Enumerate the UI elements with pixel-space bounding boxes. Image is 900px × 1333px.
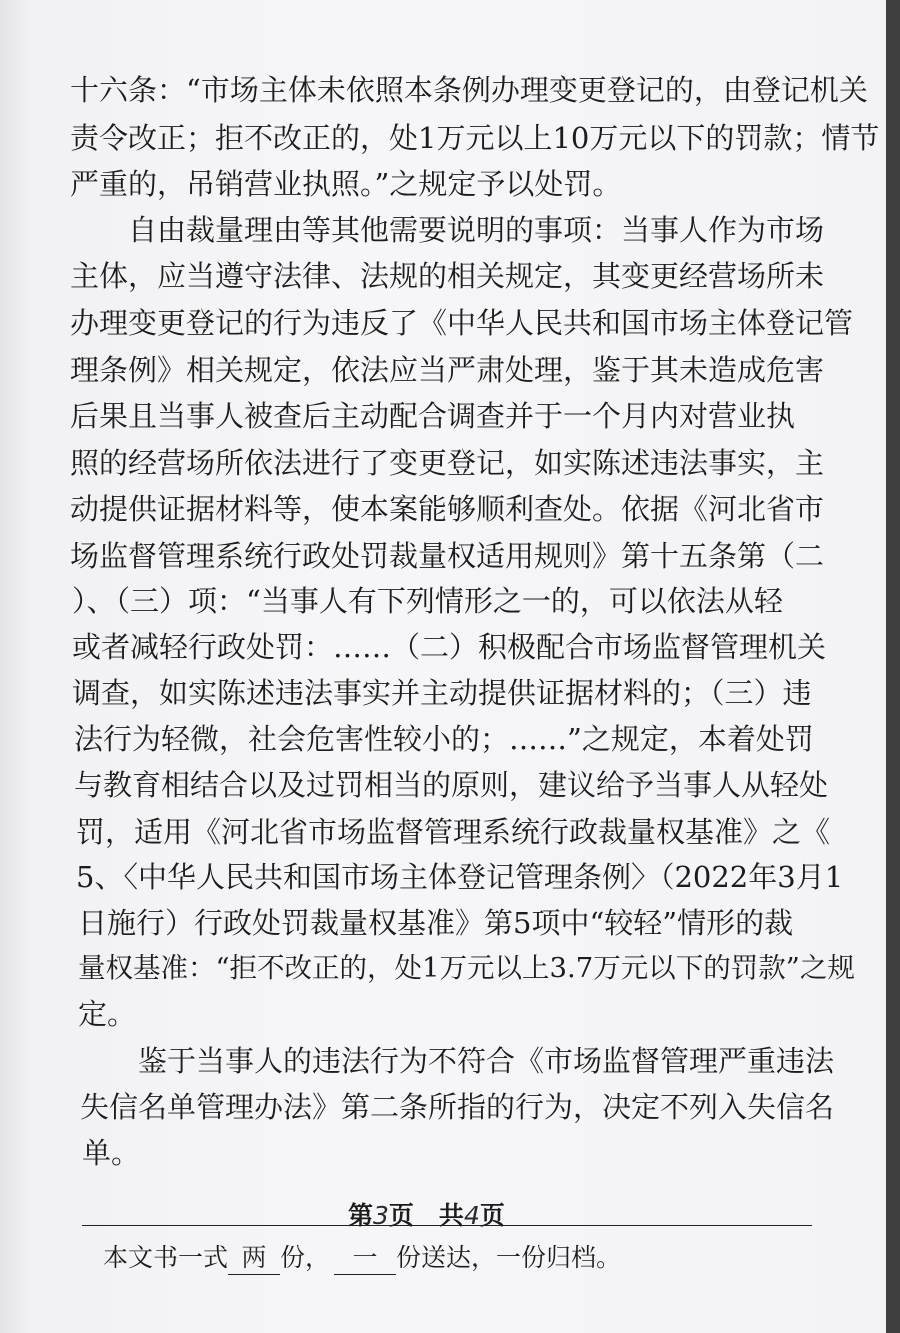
page-total-handwritten: 4 [463, 1201, 480, 1230]
body-line-19: 日施行）行政处罚裁量权基准》第5项中“较轻”情形的裁 [78, 906, 794, 940]
body-line-6: 办理变更登记的行为违反了《中华人民共和国市场主体登记管 [70, 306, 854, 340]
body-line-22: 鉴于当事人的违法行为不符合《市场监督管理严重违法 [80, 1044, 835, 1078]
page-number [348, 1196, 505, 1232]
body-line-7: 理条例》相关规定，依法应当严肃处理，鉴于其未造成危害 [70, 353, 825, 387]
body-line-5: 主体，应当遵守法律、法规的相关规定，其变更经营场所未 [70, 259, 825, 293]
page-prefix: 第 [348, 1201, 374, 1230]
copies-suffix: 份送达，一份归档。 [396, 1243, 622, 1272]
body-line-23: 失信名单管理办法》第二条所指的行为，决定不列入失信名 [80, 1090, 835, 1124]
page-current-handwritten: 3 [373, 1201, 389, 1230]
body-line-10: 动提供证据材料等，使本案能够顺利查处。依据《河北省市 [70, 492, 825, 526]
copies-note [103, 1238, 621, 1275]
body-line-16: 与教育相结合以及过罚相当的原则，建议给予当事人从轻处 [74, 768, 829, 802]
body-line-18: 5、〈中华人民共和国市场主体登记管理条例〉（2022年3月1 [76, 860, 844, 894]
copies-total-field: 两 [228, 1238, 280, 1275]
copies-served-field: 一 [334, 1238, 396, 1275]
body-line-11: 场监督管理系统行政处罚裁量权适用规则》第十五条第（二 [70, 539, 825, 573]
body-line-9: 照的经营场所依法进行了变更登记，如实陈述违法事实，主 [70, 446, 825, 480]
page-edge-shadow [0, 0, 30, 1333]
body-line-1: 十六条：“市场主体未依照本条例办理变更登记的，由登记机关 [70, 73, 868, 107]
footer-divider [82, 1225, 812, 1226]
body-line-2: 责令改正；拒不改正的，处1万元以上10万元以下的罚款；情节 [70, 121, 880, 155]
body-line-15: 法行为轻微，社会危害性较小的；……”之规定，本着处罚 [74, 722, 814, 756]
body-line-21: 定。 [78, 997, 137, 1031]
body-line-13: 或者减轻行政处罚：……（二）积极配合市场监督管理机关 [72, 630, 827, 664]
body-line-24: 单。 [82, 1136, 141, 1170]
page-suffix: 页 [479, 1201, 505, 1230]
body-line-3: 严重的，吊销营业执照。”之规定予以处罚。 [70, 167, 622, 201]
body-line-12: ）、（三）项：“当事人有下列情形之一的，可以依法从轻 [72, 584, 783, 618]
body-line-20: 量权基准：“拒不改正的，处1万元以上3.7万元以下的罚款”之规 [78, 952, 855, 984]
copies-prefix: 本文书一式 [103, 1243, 229, 1272]
body-line-17: 罚，适用《河北省市场监督管理系统行政裁量权基准》之《 [76, 815, 831, 849]
copies-mid: 份， [280, 1243, 331, 1272]
page-mid: 页 共 [388, 1201, 464, 1230]
body-line-8: 后果且当事人被查后主动配合调查并于一个月内对营业执 [70, 399, 796, 433]
body-line-4: 自由裁量理由等其他需要说明的事项：当事人作为市场 [70, 213, 825, 247]
body-line-14: 调查，如实陈述违法事实并主动提供证据材料的；（三）违 [72, 676, 812, 710]
